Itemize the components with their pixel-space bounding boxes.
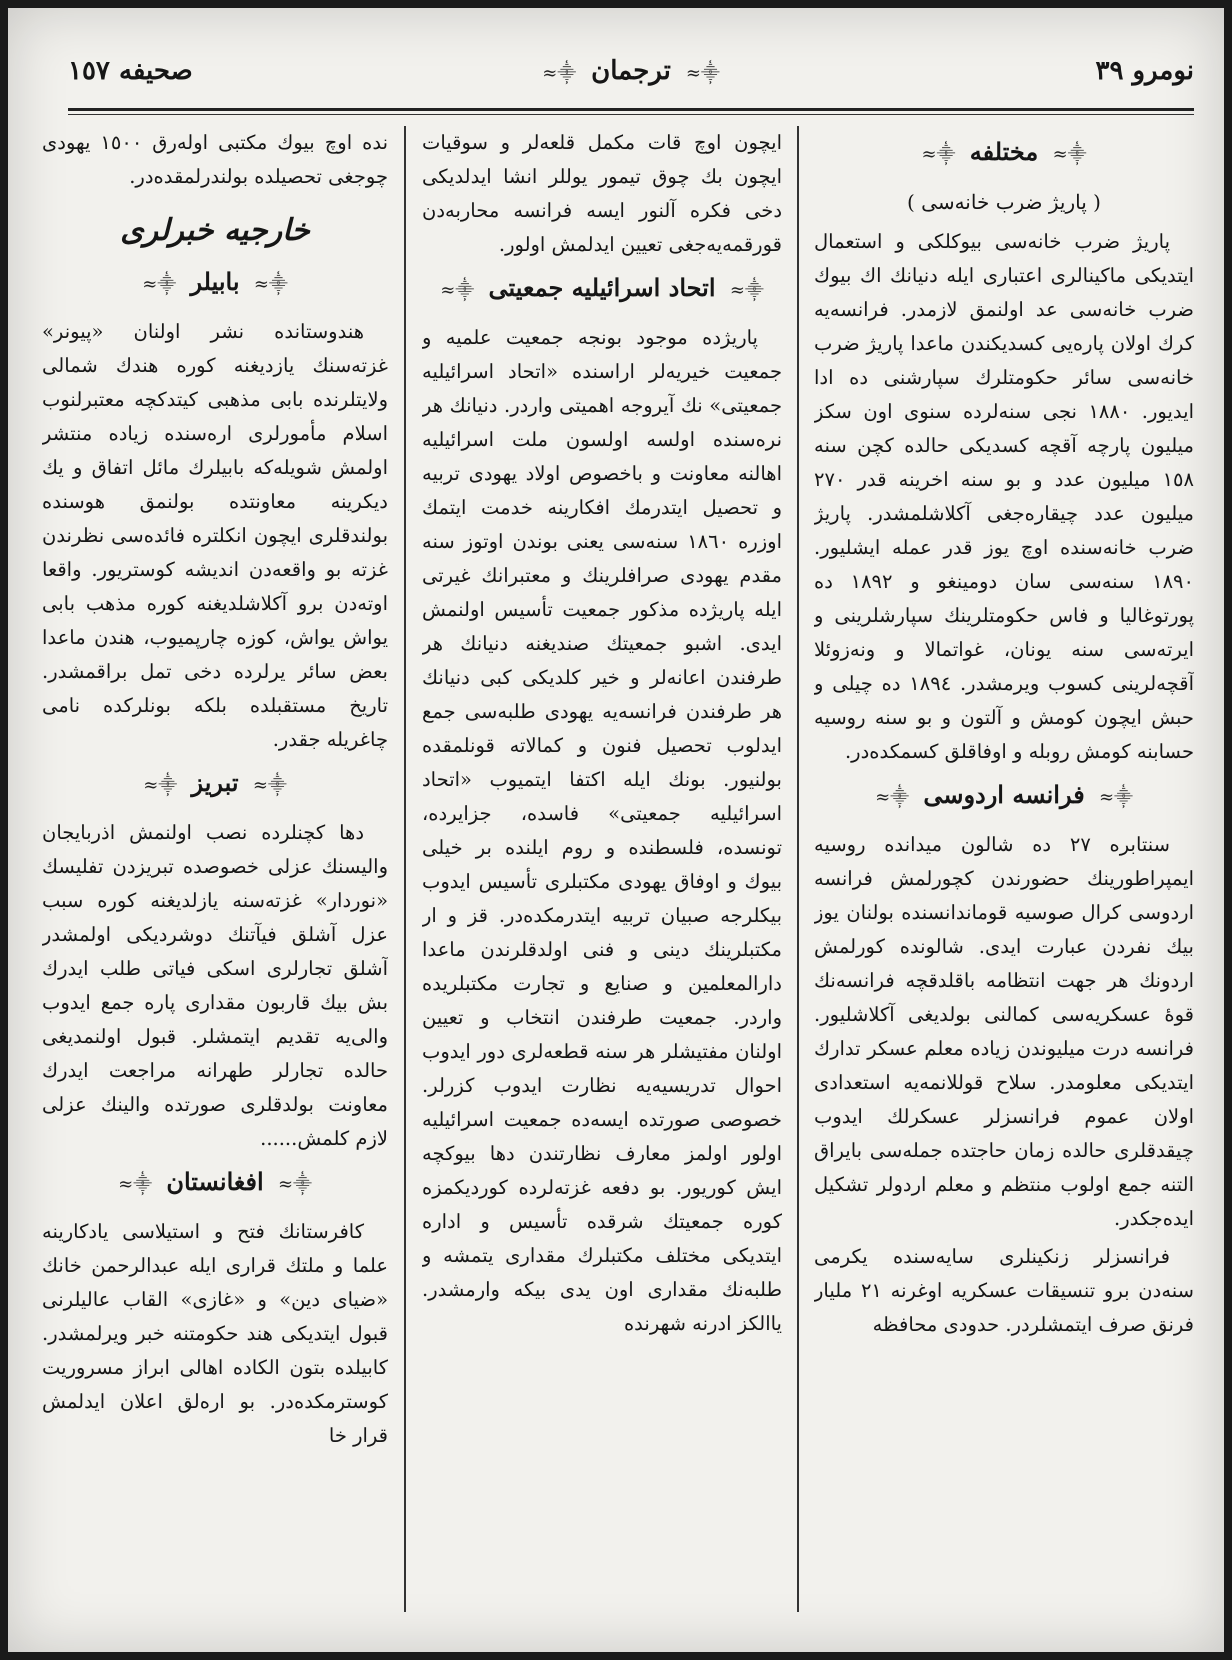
column-middle [422,126,782,1612]
heading-text: افغانستان [166,1167,264,1196]
heading-ornament: ⸎≈ [143,775,178,796]
heading-ornament: ⸎≈ [1099,787,1133,808]
heading-ornament: ⸎≈ [875,787,909,808]
page-header [68,50,1194,100]
article-paragraph: هندوستانده نشر اولنان «پيونر» غزته‌سنك يازديغنه كوره هندك شمالى ولايتلرنده بابى مذهبى كيتدكچه معتبرلنوب اسلام مأمورلرى اره‌سنده زياده منتشر اولمش شويله‌كه بابيلرك مائل اتفاق و يك ديكرينه معاونتده بولنمق هوسنده بولندقلرى ايچون انكلتره فائده‌سى نظرندن غزته بو واقعه‌دن انديشه كوستريور. واقعا اوته‌دن برو آكلاشلديغنه كوره مذهب بابى يواش يواش، كوزه چارپميوب، هندن ماعدا بعض سائر يرلرده دخى تمل براقمشدر. تاريخ مستقبلده بلكه بونلركده نامى چاغريله جقدر. [42,320,388,751]
section-title-foreign-news: خارجيه خبرلرى [120,213,310,248]
article-paragraph: كافرستانك فتح و استيلاسى يادكارينه علما و ملتك قرارى ايله عبدالرحمن خانك «ضياى دين» و «غازى» القاب عاليلرنى قبول ايتديكى هند حكومتنه خبر ويرلمشدر. كابيلده بتون الكاده اهالى ابراز مسروريت كوسترمكده‌در. بو اره‌لق اعلان ايدلمش قرار خا [42,1220,388,1447]
masthead-text: ترجمان [591,56,671,86]
article-paragraph: ايچون اوچ قات مكمل قلعه‌لر و سوقيات ايچون بك چوق تيمور يوللر انشا ايدلديكى دخى فكره آلنور ايسه فرانسه محاربه‌دن قورقمه‌يه‌جغى تعيين ايدلمش اولور. [422,131,782,256]
heading-text: مختلفه [969,137,1039,166]
heading-text: فرانسه اردوسى [923,780,1085,809]
heading-ornament: ⸎≈ [921,144,956,165]
header-rule-thin [68,114,1194,115]
article-subheading: ( پاريژ ضرب خانه‌سى ) [907,190,1101,214]
article-paragraph: پاريژ ضرب خانه‌سى بيوكلكى و استعمال ايتديكى ماكينالرى اعتبارى ايله دنيانك اك بيوك ضرب خانه‌سى عد اولنمق لازمدر. فرانسه‌يه كرك اولان پاره‌يى كسديكندن ماعدا پاريژ ضرب خانه‌سى سائر حكومتلرك سپارشنى ده ادا ايديور. ١٨٨٠ نجى سنه‌لرده سنوى اون سكز ميليون پارچه آقچه كسديكى حالده كچن سنه ١٥٨ ميليون عدد و بو سنه اخرينه قدر ٢٧٠ ميليون عدد چيقاره‌جغى آكلاشلمشدر. پاريژ ضرب خانه‌سنده اوچ يوز قدر عمله ايشليور. ١٨٩٠ سنه‌سى سان دومينغو و ١٨٩٢ ده پورتوغاليا و فاس حكومتلرينك سپارشلرينى و ايرته‌سى سنه يونان، غواتمالا و ونه‌زوئلا آقچه‌لرينى كسوب ويرمشدر. ١٨٩٤ ده چيلى و حبش ايچون كومش و آلتون و بو سنه روسيه حسابنه كومش روبله و اوفاقلق كسمكده‌در. [814,230,1194,763]
newspaper-page [8,8,1224,1652]
heading-ornament: ⸎≈ [278,1174,312,1195]
article-heading-misc [814,132,1194,175]
heading-text: بابيلر [190,267,240,296]
article-paragraph: دها كچنلرده نصب اولنمش اذربايجان واليسنك عزلى خصوصده تبريزدن تفليسك «نوردار» غزته‌سنه يازلديغنه كوره سبب عزل آشلق فيآتنك دوشرديكى اولمشدر آشلق تجارلرى اسكى فياتى طلب ايدرك بش بيك قاربون مقدارى پاره جمع ايدوب والى‌يه تقديم ايتمشلر. قبول اولنمديغى حالده تجارلر طهرانه مراجعت ايدرك معاونت بولدقلرى صورتده والينك عزلى لازم كلمش...... [42,821,388,1150]
article-heading-babis [42,262,388,305]
heading-ornament: ⸎≈ [440,280,475,301]
column-divider [404,126,406,1612]
issue-number: نومرو ٣٩ [1095,56,1194,86]
article-paragraph: سنتابره ٢٧ ده شالون ميدانده روسيه ايمپراطورينك حضورندن كچورلمش فرانسه اردوسى كرال صوسيه قوماندانسنده بولنان يوز بيك نفردن عبارت ايدى. شالونده كورلمش اردونك هر جهت انتظامه باقلدقچه فرانسه‌نك قوهٔ عسكريه‌سى كمالنى بولديغى آكلاشليور. فرانسه درت ميليوندن زياده معلم عسكر تدارك ايتديكى معلومدر. سلاح قوللانمه‌يه استعدادى اولان عموم فرانسزلر عسكرلك ايدوب چيقدقلرى حالده زمان حاجتده جمله‌سى بايراق التنه جمع اولوب منتظم و معلم اردولر تشكيل ايده‌جكدر. [814,833,1194,1230]
article-heading-alliance [422,268,782,311]
heading-ornament: ⸎≈ [118,1174,152,1195]
ornament-left: ⸎≈ [685,63,720,84]
heading-ornament: ⸎≈ [1052,144,1087,165]
heading-ornament: ⸎≈ [729,280,764,301]
article-paragraph: فرانسزلر زنكينلرى سايه‌سنده يكرمى سنه‌دن برو تنسيقات عسكريه اوغرنه ٢١ مليار فرنق صرف ايتمشلردر. حدودى محافظه [814,1245,1194,1336]
masthead-title [536,56,726,86]
heading-ornament: ⸎≈ [252,775,287,796]
heading-ornament: ⸎≈ [253,274,288,295]
header-rule [68,108,1194,111]
column-right [814,126,1194,1612]
heading-ornament: ⸎≈ [142,274,177,295]
article-paragraph: پاريژده موجود بونجه جمعيت علميه و جمعيت خيريه‌لر اراسنده «اتحاد اسرائيليه جمعيتى» نك آيروجه اهميتى واردر. دنيانك هر نره‌سنده اولسه اولسون ملت اسرائيليه اهالنه معاونت و باخصوص اولاد يهودى تربيه و تحصيل ايتدرمك افكارينه خدمت ايتمك اوزره ١٨٦٠ سنه‌سى يعنى بوندن اوتوز سنه مقدم يهودى صرافلرينك و معتبرانك غيرتى ايله پاريژده مذكور جمعيت تأسيس اولنمش ايدى. اشبو جمعيتك صنديغنه دنيانك هر طرفندن اعانه‌لر و خير كلديكى كبى دنيانك هر طرفندن فرانسه‌يه يهودى طلبه‌سى جمع ايدلوب تحصيل فنون و كمالاته قونلمقده بولنيور. بونك ايله اكتفا ايتميوب «اتحاد اسرائيليه جمعيتى» فاسده، جزايرده، تونسده، فلسطنده و روم ايلنده بر خيلى بيوك و اوفاق يهودى مكتبلرى تأسيس ايدوب بيكلرجه صبيان تربيه ايتدرمكده‌در. قز و ار مكتبلرينك دينى و فنى اولدقلرندن ماعدا دارالمعلمين و صنايع و تجارت مكتبلريده واردر. جمعيت طرفندن انتخاب و تعيين اولنان مفتيشلر هر سنه قطعه‌لرى دور ايدوب احوال تدريسيه‌يه نظارت ايدوب كزرلر. خصوصى صورتده ايسه‌ده جمعيت اسرائيليه اولور اولمز معارف نظارتندن دها بيوكچه ايش كوريور. بو دفعه غزته‌لرده كورديكمزه كوره جمعيتك شرقده تأسيس و اداره ايتديكى مختلف مكتبلرك مقدارى يتمشه و طلبه‌نك مقدارى اون يدى بيكه وارمشدر. ياالكز ادرنه شهرنده [422,326,782,1335]
article-heading-tabriz [42,763,388,806]
article-heading-french-army [814,775,1194,818]
heading-text: اتحاد اسرائيليه جمعيتى [488,273,716,302]
column-divider [797,126,799,1612]
ornament-right: ⸎≈ [542,63,577,84]
article-paragraph: نده اوچ بيوك مكتبى اوله‌رق ١٥٠٠ يهودى چوجغى تحصيلده بولندرلمقده‌در. [42,131,388,188]
heading-text: تبريز [191,768,239,797]
page-number: صحيفه ١٥٧ [68,56,193,86]
article-heading-afghanistan [42,1162,388,1205]
column-left [42,126,388,1612]
